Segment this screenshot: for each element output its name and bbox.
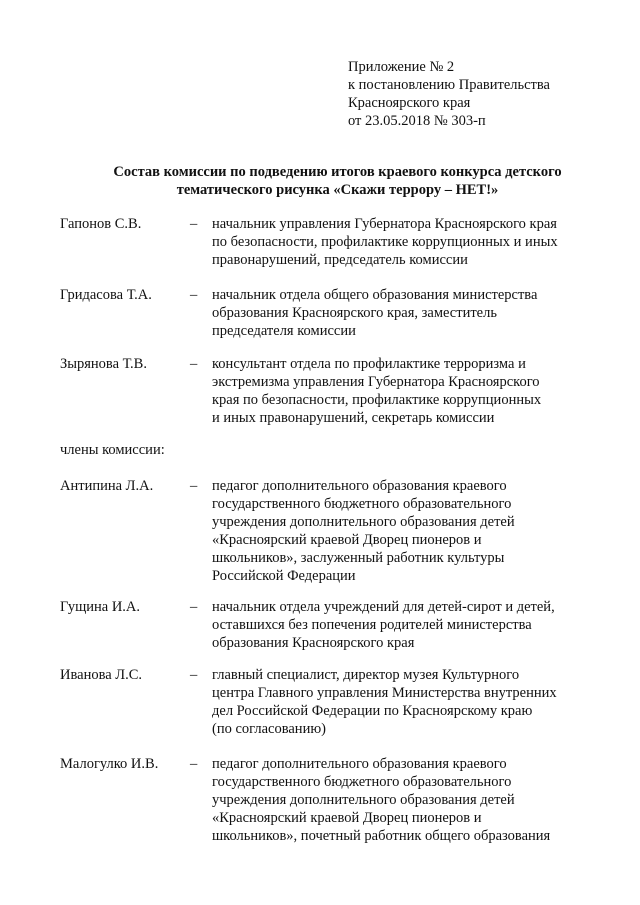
member-role: начальник отдела учреждений для детей-сирот и детей, оставшихся без попечения родителей министерства образования Красноярского края — [212, 599, 555, 651]
member-role: начальник управления Губернатора Красноярского края по безопасности, профилактике коррупционных и иных правонарушений, председатель комиссии — [212, 216, 558, 268]
member-name: Гапонов С.В. — [60, 216, 142, 232]
dash-separator: – — [190, 756, 198, 772]
member-role: главный специалист, директор музея Культурного центра Главного управления Министерства внутренних дел Российской Федерации по Красноярскому краю (по согласованию) — [212, 667, 557, 737]
dash-separator: – — [190, 667, 198, 683]
member-role: начальник отдела общего образования министерства образования Красноярского края, заместитель председателя комиссии — [212, 287, 538, 339]
appendix-reference: к постановлению Правительства — [348, 77, 550, 93]
dash-separator: – — [190, 287, 198, 303]
dash-separator: – — [190, 478, 198, 494]
member-role: консультант отдела по профилактике терроризма и экстремизма управления Губернатора Красноярского края по безопасности, профилактике коррупционных и иных правонарушений, секретарь комиссии — [212, 356, 542, 426]
title-line-1: Состав комиссии по подведению итогов краевого конкурса детского — [113, 164, 562, 180]
document-title — [60, 163, 615, 199]
appendix-number: Приложение № 2 — [348, 59, 455, 75]
member-name: Гущина И.А. — [60, 599, 141, 615]
member-name: Зырянова Т.В. — [60, 356, 147, 372]
member-name: Иванова Л.С. — [60, 667, 143, 683]
dash-separator: – — [190, 599, 198, 615]
member-role: педагог дополнительного образования краевого государственного бюджетного образовательного учреждения дополнительного образования детей «Красноярский краевой Дворец пионеров и школьников», заслуженный работник культуры Российской Федерации — [212, 478, 515, 584]
member-role: педагог дополнительного образования краевого государственного бюджетного образовательного учреждения дополнительного образования детей «Красноярский краевой Дворец пионеров и школьников», почетный работник общего образования — [212, 756, 551, 844]
appendix-region: Красноярского края — [348, 95, 471, 111]
members-section-label: члены комиссии: — [60, 442, 165, 458]
appendix-date: от 23.05.2018 № 303-п — [348, 113, 486, 129]
appendix-header — [348, 58, 550, 130]
member-name: Гридасова Т.А. — [60, 287, 152, 303]
member-name: Антипина Л.А. — [60, 478, 154, 494]
dash-separator: – — [190, 356, 198, 372]
member-name: Малогулко И.В. — [60, 756, 159, 772]
title-line-2: тематического рисунка «Скажи террору – НЕТ!» — [176, 182, 499, 198]
dash-separator: – — [190, 216, 198, 232]
